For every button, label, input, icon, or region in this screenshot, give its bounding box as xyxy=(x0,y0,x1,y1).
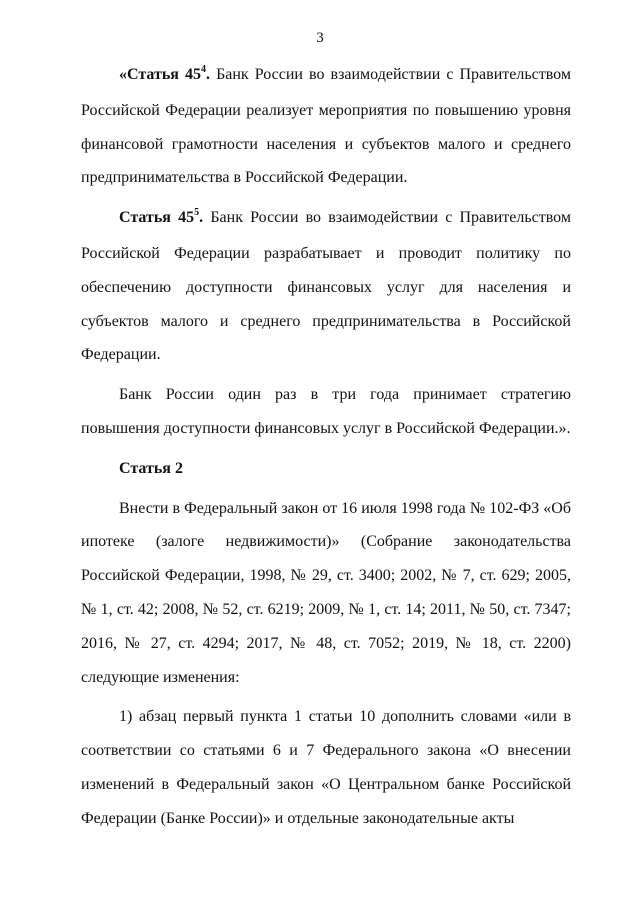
article-2-heading: Статья 2 xyxy=(119,459,183,477)
article-45-5-label: Статья $45^5$. xyxy=(119,207,204,227)
article-2-intro: Внести в Федеральный закон от 16 июля 1998 года № 102-ФЗ «Об ипотеке (залоге недвижимости)» (Собрание законодательства Российской Федерации, 1998, № 29, ст. 3400; 2002, № 7, ст. 629; 2005, № 1, ст. 42; 2008, № 52, ст. 6219; 2009, № 1, ст. 14; 2011, № 50, ст. 7347; 2016, № 27, ст. 4294; 2017, № 48, ст. 7052; 2019, № 18, ст. 2200) следующие изменения: xyxy=(81,499,571,686)
article-45-4-label: «Статья $45^4$. xyxy=(119,64,211,83)
article-45-5-superscript: 5 xyxy=(194,207,200,219)
article-45-4-superscript: 4 xyxy=(201,64,207,75)
article-45-4-text: Банк России во взаимодействии с Правительством Российской Федерации реализует мероприятия по повышению уровня финансовой грамотности населения и субъектов малого и среднего предпринимательства в Российской Федерации. xyxy=(81,66,571,187)
page-number: 3 xyxy=(316,30,324,46)
article-45-4-paragraph xyxy=(81,58,571,195)
article-45-5-paragraph xyxy=(81,201,571,372)
article-45-5-text: Банк России во взаимодействии с Правительством Российской Федерации разрабатывает и проводит политику по обеспечению доступности финансовых услуг для населения и субъектов малого и среднего предпринимательства в Российской Федерации. xyxy=(81,209,571,364)
document-body xyxy=(81,58,571,836)
article-2-item-1: 1) абзац первый пункта 1 статьи 10 дополнить словами «или в соответствии со статьями 6 и 7 Федерального закона «О внесении изменений в Федеральный закон «О Центральном банке Российской Федерации (Банке России)» и отдельные законодательные акты xyxy=(81,708,571,827)
strategy-paragraph: Банк России один раз в три года принимает стратегию повышения доступности финансовых услуг в Российской Федерации.». xyxy=(81,386,571,437)
